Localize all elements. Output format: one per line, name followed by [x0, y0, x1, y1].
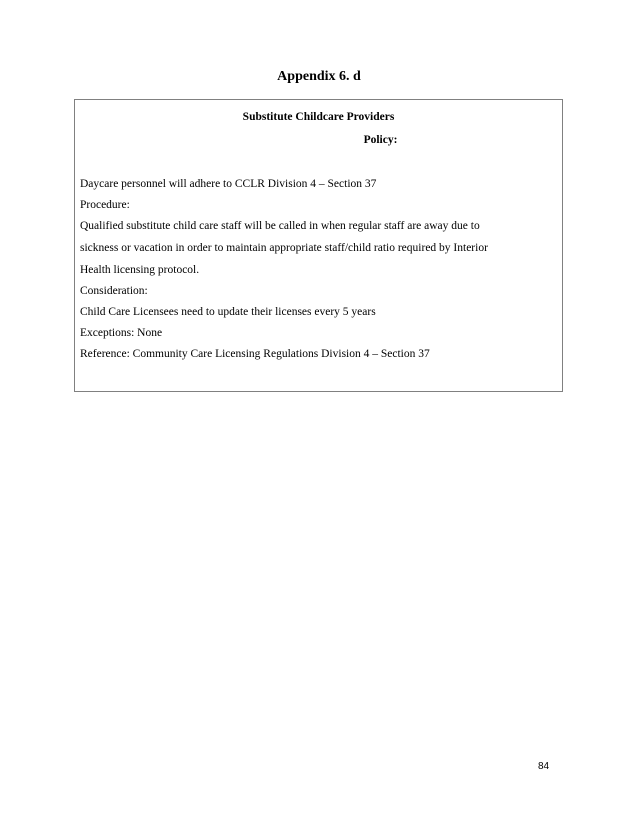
page-number: 84: [538, 761, 550, 772]
procedure-text-line-3: Health licensing protocol.: [80, 264, 200, 276]
consideration-label: Consideration:: [80, 285, 148, 297]
policy-box-subtitle: Policy:: [363, 134, 398, 146]
procedure-label: Procedure:: [80, 199, 130, 211]
appendix-title: Appendix 6. d: [277, 69, 361, 84]
procedure-text-line-2: sickness or vacation in order to maintain appropriate staff/child ratio required by Interior: [80, 242, 488, 254]
policy-box-title: Substitute Childcare Providers: [242, 111, 395, 123]
procedure-text-line-1: Qualified substitute child care staff will be called in when regular staff are away due to: [80, 220, 480, 232]
consideration-text: Child Care Licensees need to update their licenses every 5 years: [80, 306, 376, 318]
policy-statement: Daycare personnel will adhere to CCLR Division 4 – Section 37: [80, 178, 377, 190]
exceptions-text: Exceptions: None: [80, 327, 163, 339]
reference-text: Reference: Community Care Licensing Regulations Division 4 – Section 37: [80, 348, 430, 360]
policy-box: [74, 99, 563, 392]
